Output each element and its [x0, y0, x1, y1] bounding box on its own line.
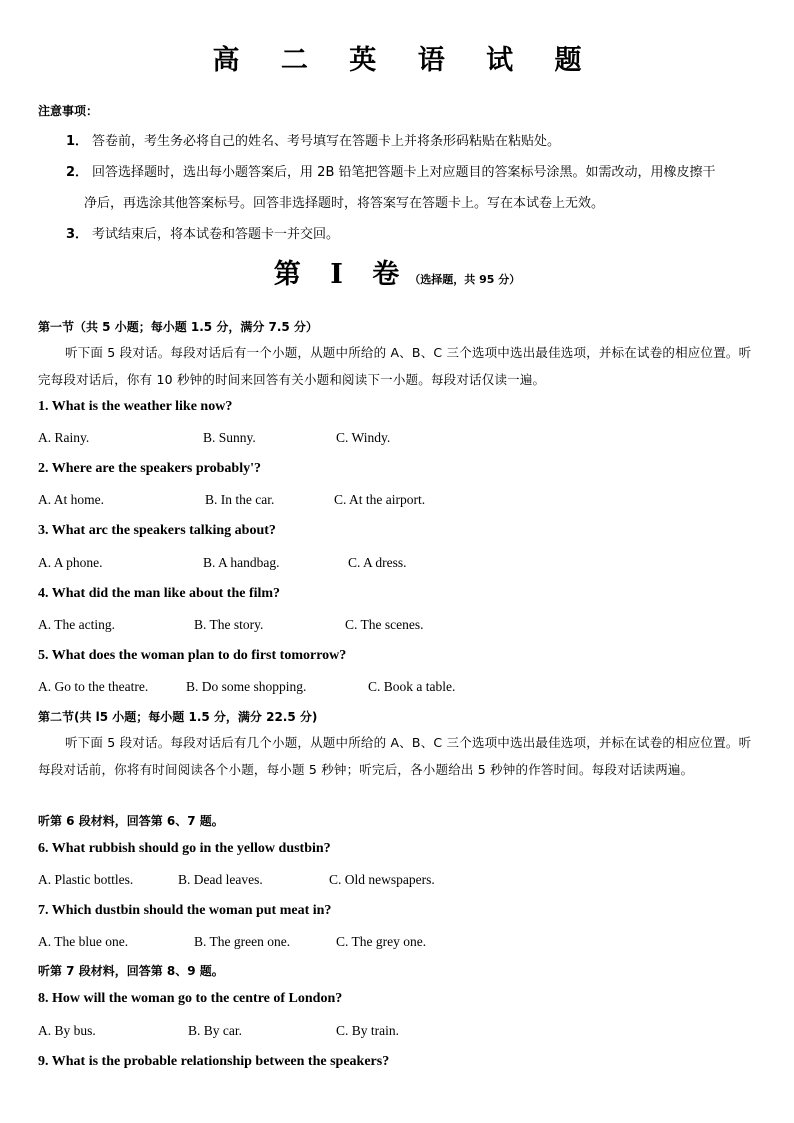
exam-title: 高 二 英 语 试 题	[212, 45, 598, 76]
note-number: 1．	[66, 134, 89, 149]
section2-instruction: 听下面 5 段对话。每段对话后有几个小题，从题中所给的 A、B、C 三个选项中选出最佳选项，并标在试卷的相应位置。听每段对话前，你将有时间阅读各个小题，每小题 5 秒钟；听完后，各小题给出 5 秒钟的作答时间。每段对话读两遍。	[38, 735, 752, 777]
options-2	[38, 492, 758, 510]
option-a[interactable]: A. Rainy.	[38, 430, 90, 445]
option-a[interactable]: A. The blue one.	[38, 934, 129, 949]
option-a[interactable]: A. By bus.	[38, 1023, 96, 1038]
question-4: 4. What did the man like about the film?	[38, 586, 281, 601]
note-text: 回答选择题时，选出每小题答案后，用 2B 铅笔把答题卡上对应题目的答案标号涂黑。如需改动，用橡皮擦干	[92, 165, 716, 180]
options-5	[38, 679, 758, 697]
option-c[interactable]: C. Old newspapers.	[329, 872, 435, 887]
option-c[interactable]: C. By train.	[336, 1023, 399, 1038]
note-item-1	[66, 126, 766, 157]
question-5: 5. What does the woman plan to do first tomorrow?	[38, 648, 347, 663]
options-6	[38, 872, 758, 890]
option-b[interactable]: B. Do some shopping.	[186, 679, 307, 694]
option-a[interactable]: A. Plastic bottles.	[38, 872, 134, 887]
options-3	[38, 555, 758, 573]
question-3: 3. What arc the speakers talking about?	[38, 523, 276, 538]
question-7: 7. Which dustbin should the woman put meat in?	[38, 903, 332, 918]
option-b[interactable]: B. The green one.	[194, 934, 291, 949]
option-a[interactable]: A. At home.	[38, 492, 104, 507]
options-1	[38, 430, 758, 448]
option-b[interactable]: B. In the car.	[205, 492, 275, 507]
options-7	[38, 934, 758, 952]
section1-instruction: 听下面 5 段对话。每段对话后有一个小题，从题中所给的 A、B、C 三个选项中选出最佳选项，并标在试卷的相应位置。听完每段对话后，你有 10 秒钟的时间来回答有关小题和阅读下一小题。每段对话仅读一遍。	[38, 345, 752, 387]
note-text-continued: 净后，再选涂其他答案标号。回答非选择题时，将答案写在答题卡上。写在本试卷上无效。	[84, 196, 605, 211]
options-8	[38, 1023, 758, 1041]
option-c[interactable]: C. The grey one.	[336, 934, 427, 949]
note-item-2	[66, 157, 766, 219]
question-9: 9. What is the probable relationship between the speakers?	[38, 1054, 390, 1069]
option-c[interactable]: C. Book a table.	[368, 679, 456, 694]
option-c[interactable]: C. Windy.	[336, 430, 391, 445]
question-8: 8. How will the woman go to the centre of London?	[38, 991, 343, 1006]
note-text: 答卷前，考生务必将自己的姓名、考号填写在答题卡上并将条形码粘贴在粘贴处。	[92, 134, 561, 149]
note-text: 考试结束后，将本试卷和答题卡一并交回。	[92, 227, 340, 242]
option-a[interactable]: A. Go to the theatre.	[38, 679, 149, 694]
option-b[interactable]: B. Sunny.	[203, 430, 256, 445]
option-a[interactable]: A. The acting.	[38, 617, 115, 632]
volume-note: （选择题，共 95 分）	[409, 273, 521, 286]
section2-heading: 第二节(共 l5 小题；每小题 1.5 分，满分 22.5 分)	[38, 710, 318, 724]
volume-heading	[0, 252, 794, 291]
option-b[interactable]: B. By car.	[188, 1023, 242, 1038]
note-item-3	[66, 219, 766, 250]
material-7-heading: 听第 7 段材料，回答第 8、9 题。	[38, 964, 224, 978]
section1-heading: 第一节（共 5 小题；每小题 1.5 分，满分 7.5 分）	[38, 320, 318, 334]
question-2: 2. Where are the speakers probably'?	[38, 461, 261, 476]
option-b[interactable]: B. Dead leaves.	[178, 872, 263, 887]
question-6: 6. What rubbish should go in the yellow dustbin?	[38, 841, 331, 856]
option-c[interactable]: C. The scenes.	[345, 617, 424, 632]
option-b[interactable]: B. The story.	[194, 617, 264, 632]
volume-title: 第 I 卷	[273, 259, 410, 290]
note-number: 3．	[66, 227, 89, 242]
notes-label: 注意事项：	[38, 104, 99, 118]
material-6-heading: 听第 6 段材料，回答第 6、7 题。	[38, 814, 224, 828]
option-b[interactable]: B. A handbag.	[203, 555, 280, 570]
option-c[interactable]: C. At the airport.	[334, 492, 426, 507]
option-a[interactable]: A. A phone.	[38, 555, 103, 570]
options-4	[38, 617, 758, 635]
note-number: 2．	[66, 165, 89, 180]
question-1: 1. What is the weather like now?	[38, 399, 233, 414]
option-c[interactable]: C. A dress.	[348, 555, 407, 570]
